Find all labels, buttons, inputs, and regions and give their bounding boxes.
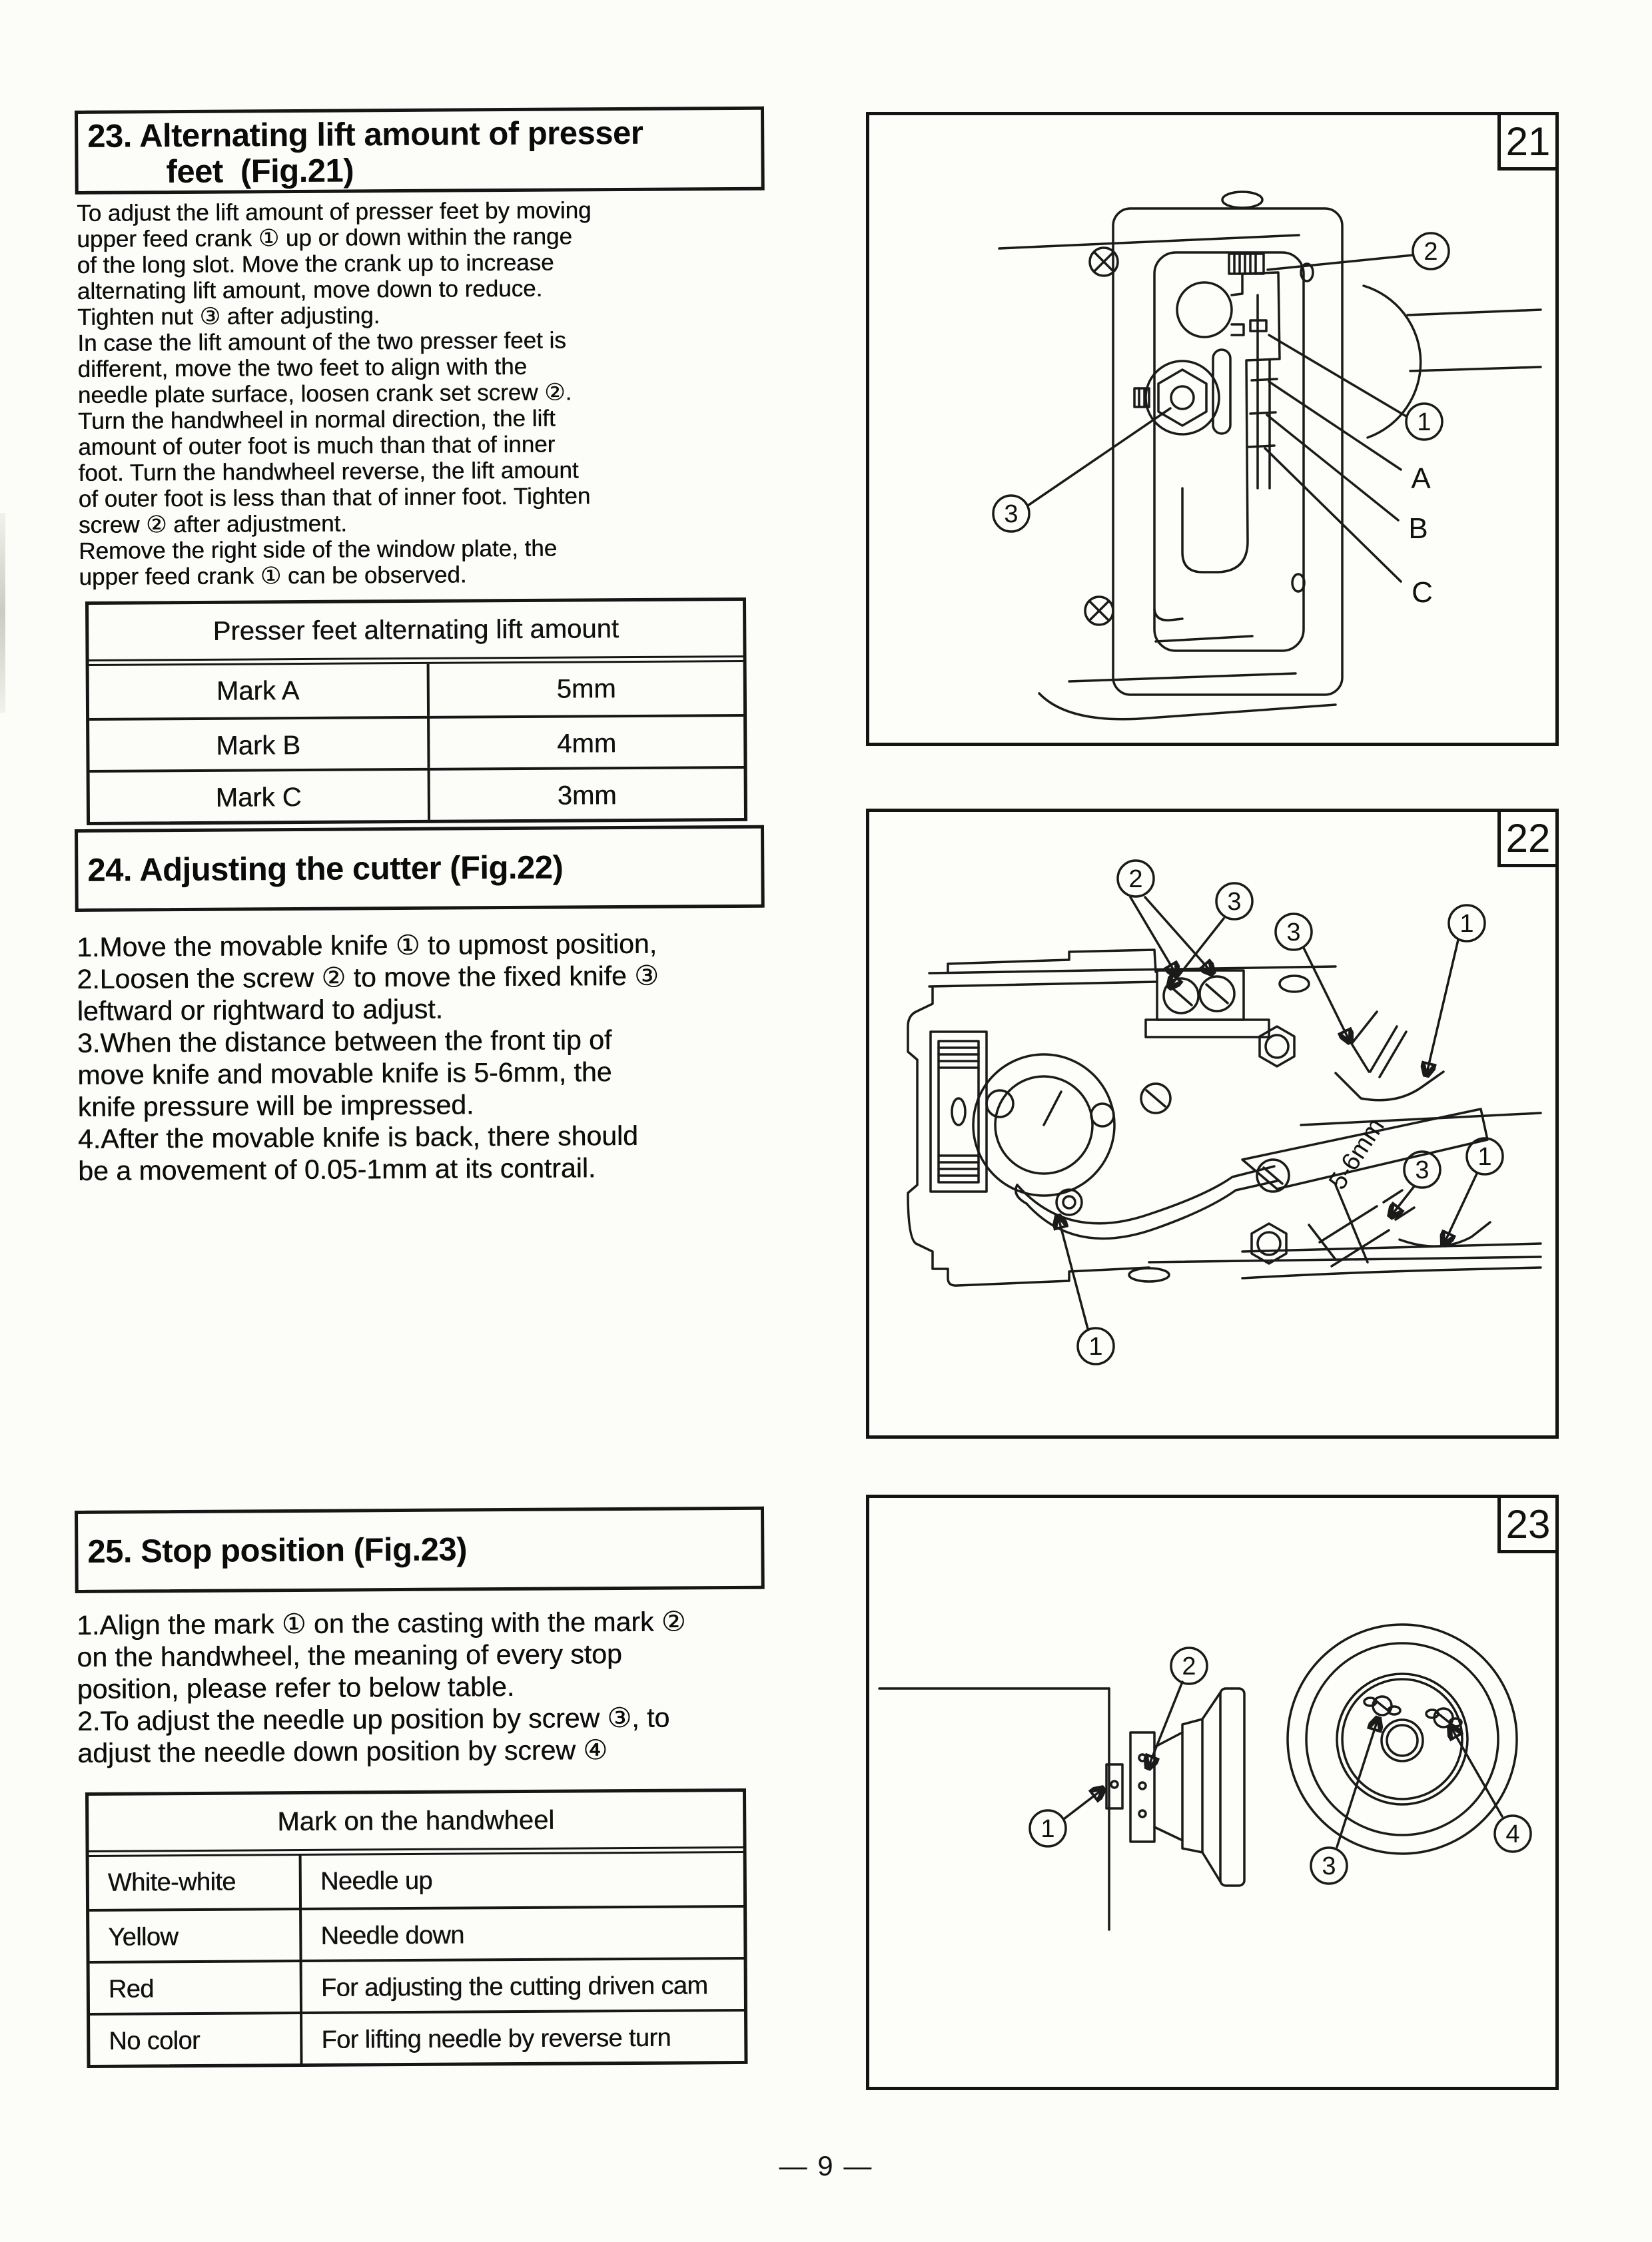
fig21-callout-1-label: 1 (1417, 408, 1432, 436)
fig23-callout-2-label: 2 (1182, 1653, 1196, 1681)
figure-23 (866, 1495, 1559, 2090)
fig22-callout-3b-label: 3 (1286, 919, 1301, 946)
fig21-label-C: C (1412, 576, 1433, 609)
figure-22-drawing (869, 812, 1555, 1435)
figure-22 (866, 809, 1559, 1439)
handwheel-cell-mark: Yellow (89, 1908, 302, 1961)
fig21-callout-3-label: 3 (1004, 500, 1019, 528)
handwheel-cell-mark: Red (90, 1960, 303, 2013)
lift-table-cell-mark: Mark B (89, 716, 430, 770)
handwheel-cell-meaning: Needle down (302, 1905, 743, 1960)
fig22-callout-1-detail-bottom (1467, 1138, 1503, 1174)
handwheel-cell-mark: White-white (89, 1856, 302, 1909)
lift-table-cell-value: 4mm (430, 714, 744, 768)
handwheel-cell-mark: No color (90, 2012, 303, 2065)
section-23-body: To adjust the lift amount of presser feet by moving upper feed crank ① up or down within the range of the long slot. Move the crank up to increase alternating lift amount, move down to reduce. Tighten nut ③ after adjusting. In case the lift amount of the two presser feet is different, move the two feet to align with the needle plate surface, loosen crank set screw ②. Turn the handwheel in normal direction, the lift amount of outer foot is much than that of inner foot. Turn the handwheel reverse, the lift amount of outer foot is less than that of inner foot. Tighten screw ② after adjustment. Remove the right side of the window plate, the upper feed crank ① can be observed. (77, 197, 592, 590)
fig22-callout-3-left (1216, 883, 1252, 919)
fig21-callout-3 (993, 496, 1029, 532)
fig23-callout-1-label: 1 (1040, 1815, 1055, 1843)
fig23-callout-3 (1311, 1848, 1347, 1884)
fig22-callout-2 (1118, 861, 1154, 897)
handwheel-cell-meaning: Needle up (320, 1866, 432, 1896)
section-25-heading-box (75, 1507, 765, 1593)
fig22-callout-1-main (1078, 1328, 1114, 1364)
fig22-callout-1-detail-top (1449, 905, 1485, 941)
fig22-callout-3c-label: 3 (1415, 1156, 1430, 1184)
handwheel-cell-meaning: For lifting needle by reverse turn (302, 2009, 744, 2063)
lift-table-cell-value: 5mm (556, 674, 616, 704)
fig22-callout-2-label: 2 (1128, 865, 1143, 893)
lift-table-cell-value: 3mm (430, 766, 744, 820)
fig23-callout-1 (1030, 1810, 1066, 1846)
page-number: — 9 — (779, 2150, 873, 2181)
handwheel-cell-meaning: For adjusting the cutting driven cam (302, 1957, 744, 2012)
fig22-callout-1b-label: 1 (1477, 1143, 1492, 1171)
fig23-callout-4 (1495, 1816, 1531, 1852)
section-25-title: 25. Stop position (Fig.23) (87, 1531, 468, 1570)
fig23-callout-2 (1171, 1648, 1207, 1684)
figure-21-drawing (869, 115, 1555, 743)
fig22-callout-3-detail-top (1276, 914, 1312, 950)
section-24-heading-box (75, 825, 765, 912)
lift-table-title: Presser feet alternating lift amount (89, 601, 743, 666)
fig21-label-B: B (1408, 512, 1428, 545)
section-24-body: 1.Move the movable knife ① to upmost position, 2.Loosen the screw ② to move the fixed knife ③ leftward or rightward to adjust. 3.When the distance between the front tip of move knife and movable knife is 5-6mm, the knife pressure will be impressed. 4.After the movable knife is back, there should be a movement of 0.05-1mm at its contrail. (77, 928, 659, 1186)
handwheel-table (85, 1788, 748, 2068)
section-24-title: 24. Adjusting the cutter (Fig.22) (87, 849, 564, 889)
lift-table-cell-mark: Mark A (89, 664, 430, 718)
figure-22-number: 22 (1497, 809, 1559, 867)
section-23-title-line2: feet (Fig.21) (166, 153, 354, 190)
fig21-callout-2 (1413, 233, 1449, 269)
fig22-dimension-label: 5-6mm (1324, 1113, 1390, 1195)
fig22-callout-1c-label: 1 (1088, 1333, 1103, 1361)
fig22-callout-3a-label: 3 (1227, 888, 1242, 916)
fig21-callout-1 (1406, 404, 1442, 440)
fig22-callout-1a-label: 1 (1459, 910, 1474, 938)
figure-21-number: 21 (1497, 112, 1559, 171)
fig23-callout-4-label: 4 (1505, 1820, 1520, 1848)
section-23-heading-box (75, 107, 765, 194)
fig22-callout-3-detail-bottom (1404, 1152, 1440, 1188)
figure-23-drawing (869, 1498, 1555, 2087)
fig21-label-A: A (1411, 462, 1431, 495)
section-23-title-line1: 23. Alternating lift amount of presser (87, 115, 643, 155)
fig21-callout-2-label: 2 (1424, 238, 1438, 266)
handwheel-table-title: Mark on the handwheel (89, 1792, 743, 1857)
section-25-body: 1.Align the mark ① on the casting with the mark ② on the handwheel, the meaning of every stop position, please refer to below table. 2.To adjust the needle up position by screw ③, to adjust the needle down position by screw ④ (77, 1606, 686, 1768)
fig23-callout-3-label: 3 (1322, 1852, 1336, 1880)
scan-edge-artifact (0, 513, 5, 713)
lift-amount-table (85, 597, 747, 825)
figure-23-number: 23 (1497, 1495, 1559, 1553)
lift-table-cell-mark: Mark C (90, 768, 430, 822)
figure-21 (866, 112, 1559, 746)
